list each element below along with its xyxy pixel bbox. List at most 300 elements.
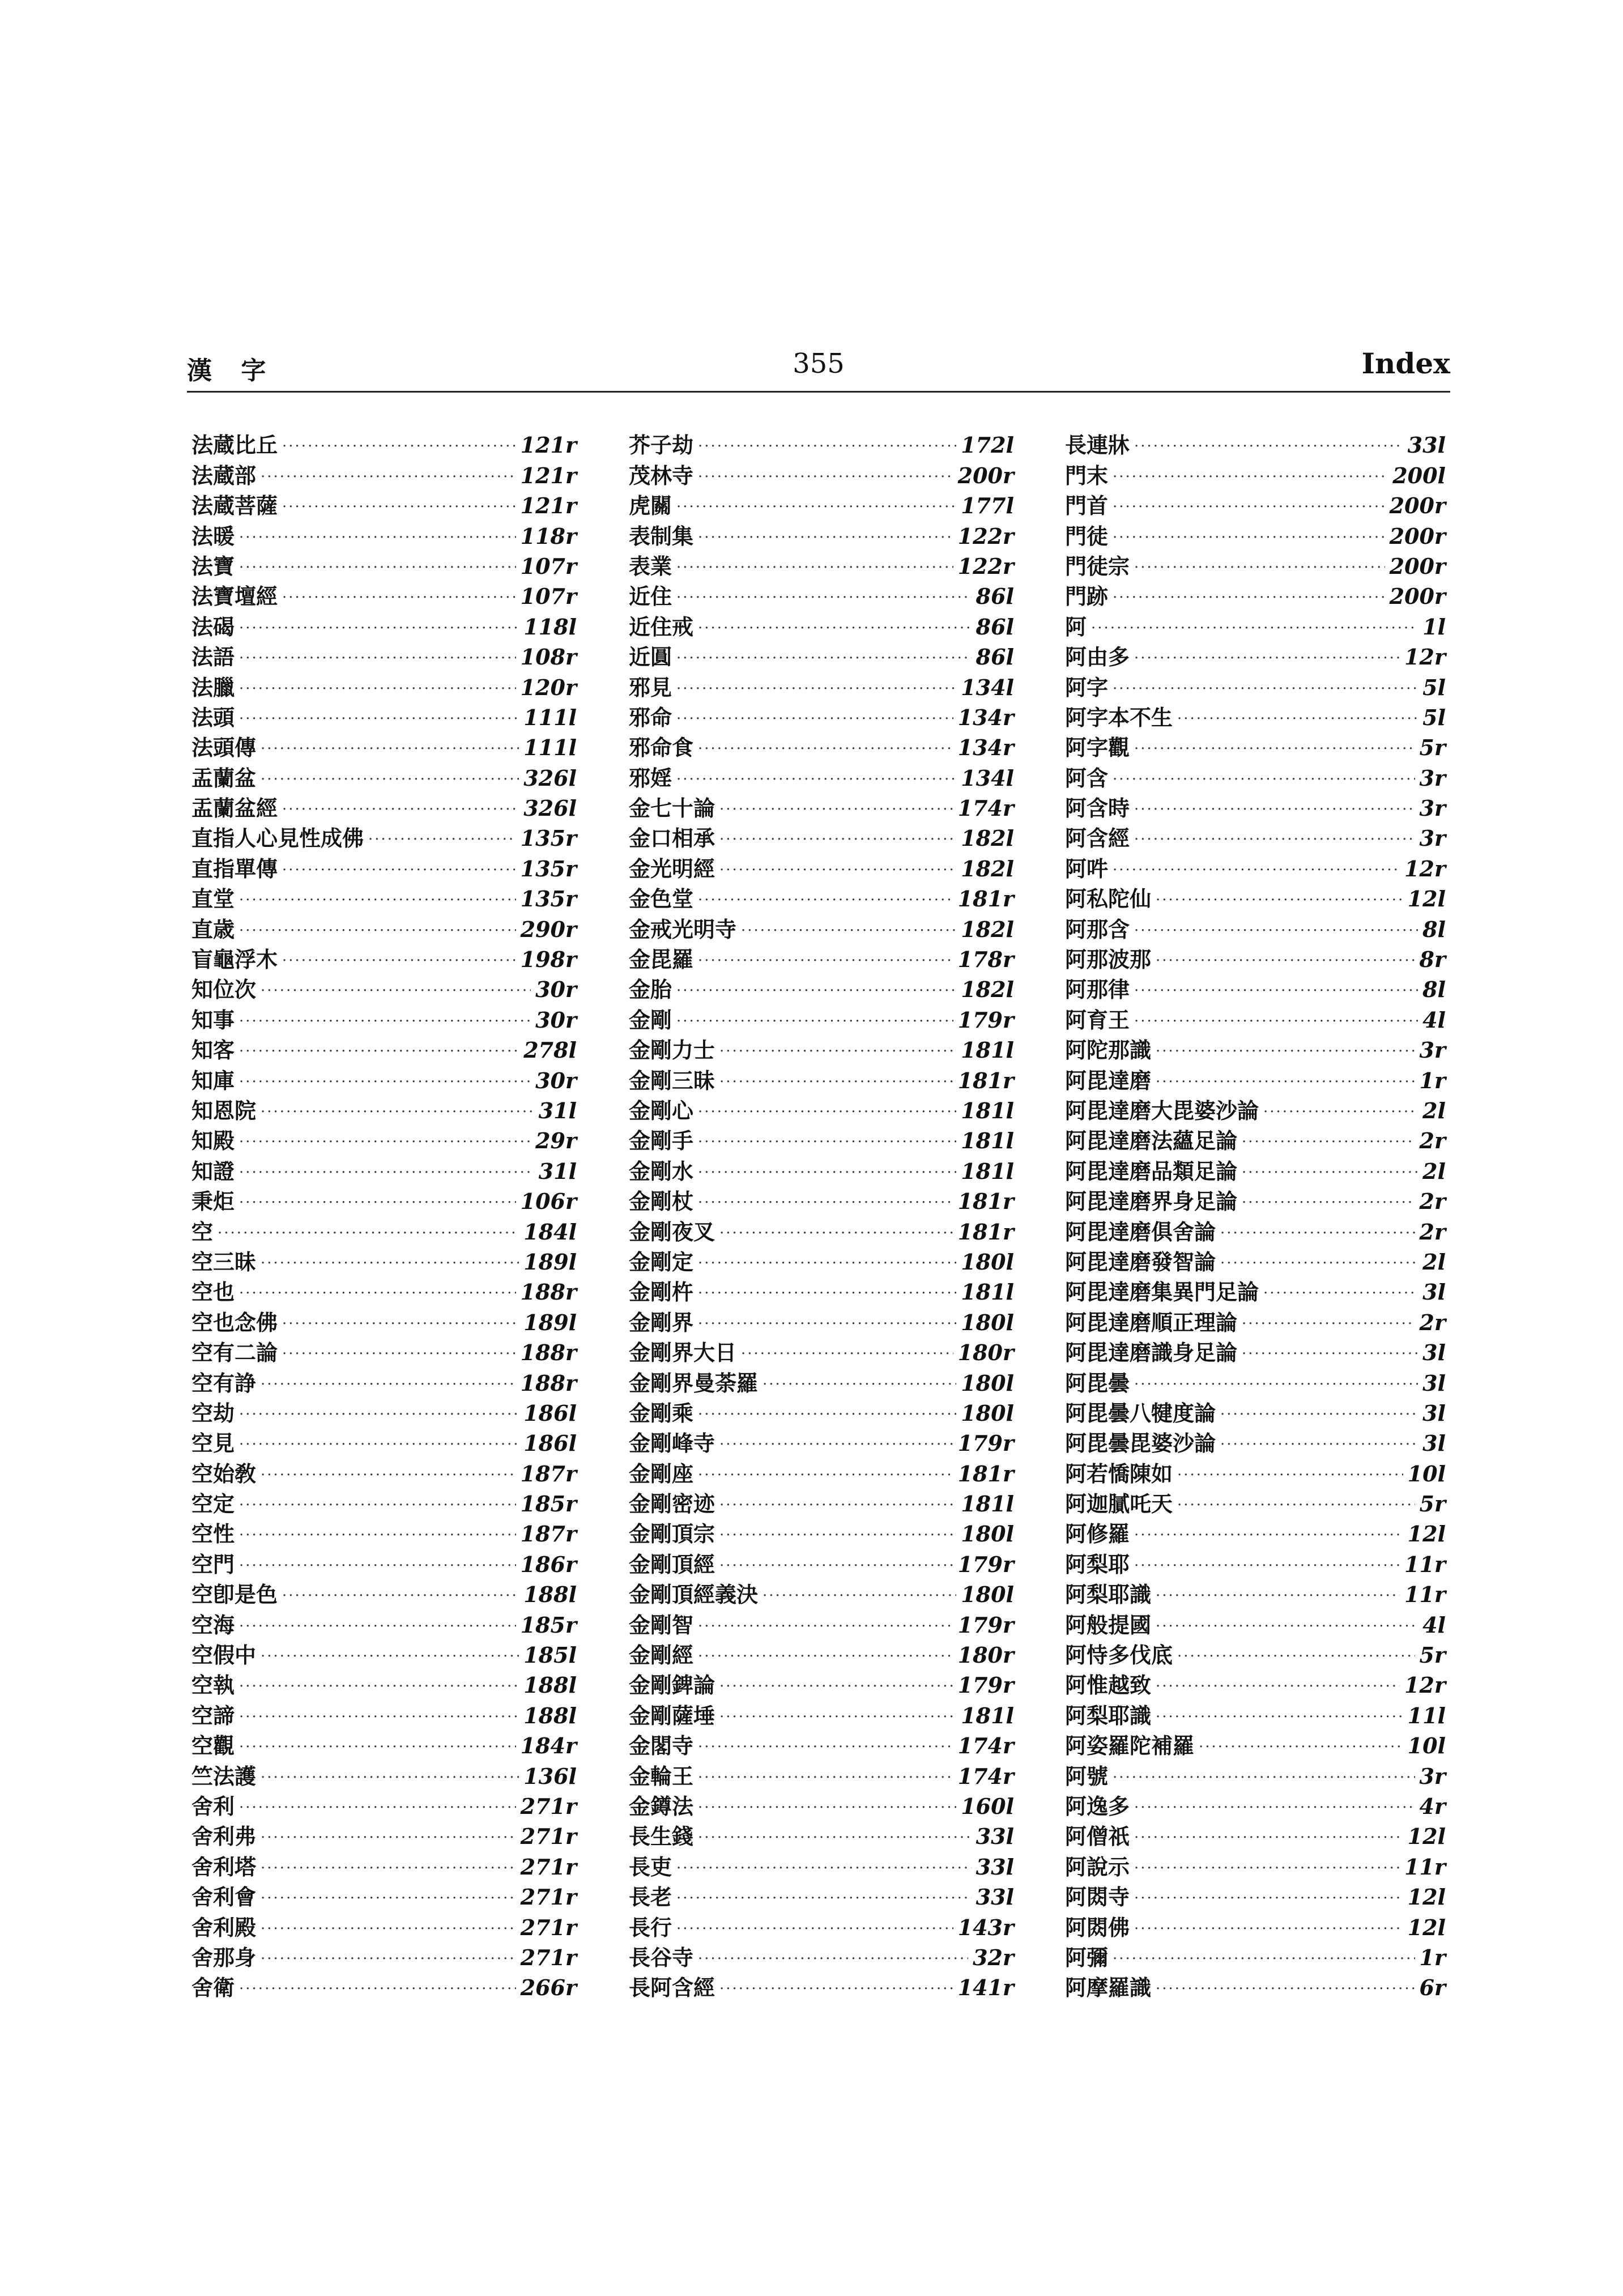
- index-entry: [1065, 1092, 1446, 1122]
- index-term: 阿毘曇毘婆沙論: [1065, 1431, 1216, 1456]
- index-term: 金剛經: [629, 1643, 694, 1668]
- page-reference: 2r: [1419, 1219, 1446, 1245]
- index-entry: [191, 759, 577, 789]
- index-term: 金剛頂宗: [629, 1522, 715, 1547]
- page-reference: 185r: [520, 1612, 577, 1638]
- index-column-3: [1065, 426, 1446, 1999]
- index-term: 長老: [629, 1885, 672, 1910]
- index-term: 空三昧: [191, 1249, 257, 1275]
- page-reference: 174r: [957, 795, 1014, 821]
- index-entry: [191, 1969, 577, 1999]
- dot-leader: [1113, 500, 1385, 514]
- dot-leader: [719, 863, 956, 877]
- dot-leader: [698, 1105, 956, 1119]
- index-entry: [629, 789, 1014, 819]
- index-entry: [191, 1334, 577, 1364]
- dot-leader: [1156, 1679, 1400, 1694]
- dot-leader: [1199, 1740, 1403, 1754]
- index-entry: [1065, 940, 1446, 973]
- index-term: 阿那律: [1065, 977, 1130, 1003]
- index-entry: [1065, 1303, 1446, 1333]
- page-reference: 32r: [973, 1944, 1014, 1970]
- dot-leader: [239, 1075, 531, 1089]
- page-reference: 185l: [523, 1642, 577, 1668]
- index-term: 門首: [1065, 493, 1109, 519]
- index-term: 芥子劫: [629, 433, 694, 458]
- dot-leader: [676, 681, 956, 696]
- page-reference: 182l: [961, 916, 1014, 942]
- dot-leader: [698, 893, 953, 908]
- page-reference: 8r: [1419, 947, 1446, 973]
- page-reference: 326l: [523, 765, 577, 791]
- index-entry: [191, 668, 577, 698]
- index-term: 盂蘭盆: [191, 765, 257, 791]
- index-entry: [629, 1303, 1014, 1333]
- index-entry: [191, 729, 577, 759]
- page-reference: 189l: [523, 1309, 577, 1335]
- index-term: 阿彌: [1065, 1945, 1109, 1970]
- dot-leader: [698, 1468, 953, 1483]
- index-entry: [629, 910, 1014, 940]
- page-reference: 179r: [957, 1430, 1014, 1456]
- page-reference: 86l: [975, 644, 1014, 670]
- index-term: 金剛座: [629, 1461, 694, 1486]
- index-entry: [629, 1122, 1014, 1152]
- index-term: 金胎: [629, 977, 672, 1003]
- dot-leader: [1113, 590, 1385, 605]
- index-term: 空定: [191, 1492, 235, 1517]
- page-reference: 271r: [520, 1914, 577, 1940]
- page-reference: 200r: [1389, 583, 1446, 610]
- index-term: 阿那含: [1065, 917, 1130, 942]
- dot-leader: [261, 1377, 516, 1392]
- dot-leader: [1134, 832, 1415, 847]
- page-reference: 3r: [1419, 1763, 1446, 1789]
- index-term: 空也念佛: [191, 1310, 278, 1335]
- dot-leader: [1134, 1377, 1418, 1392]
- page-reference: 10l: [1407, 1460, 1446, 1486]
- page-reference: 134l: [961, 765, 1014, 791]
- dot-leader: [1242, 1135, 1415, 1149]
- index-entry: [1065, 1969, 1446, 1999]
- index-term: 知庫: [191, 1068, 235, 1093]
- index-term: 阿毘達磨法蘊足論: [1065, 1128, 1238, 1154]
- index-term: 阿恃多伐底: [1065, 1643, 1173, 1668]
- page-reference: 1r: [1419, 1944, 1446, 1970]
- page-reference: 180r: [957, 1340, 1014, 1366]
- page-reference: 31l: [538, 1097, 577, 1123]
- index-term: 金閣寺: [629, 1733, 694, 1759]
- index-entry: [1065, 607, 1446, 640]
- page-reference: 107r: [520, 553, 577, 579]
- dot-leader: [1242, 1347, 1418, 1361]
- index-term: 金剛三昧: [629, 1068, 715, 1093]
- dot-leader: [676, 651, 972, 666]
- page-reference: 5r: [1419, 1642, 1446, 1668]
- index-term: 阿說示: [1065, 1854, 1130, 1880]
- dot-leader: [1134, 983, 1418, 998]
- dot-leader: [1263, 1286, 1418, 1301]
- dot-leader: [719, 1982, 953, 1996]
- dot-leader: [1156, 893, 1403, 908]
- index-term: 舍利殿: [191, 1915, 257, 1940]
- index-entry: [191, 1000, 577, 1033]
- page-reference: 180l: [961, 1249, 1014, 1275]
- index-term: 空見: [191, 1431, 235, 1456]
- dot-leader: [698, 742, 953, 756]
- dot-leader: [239, 1286, 516, 1301]
- dot-leader: [698, 1830, 972, 1845]
- index-term: 空也: [191, 1280, 235, 1305]
- page-reference: 200r: [1389, 553, 1446, 579]
- page-reference: 107r: [520, 583, 577, 610]
- page-reference: 3l: [1422, 1400, 1446, 1426]
- dot-leader: [1220, 1226, 1415, 1241]
- index-term: 法蔵部: [191, 463, 257, 488]
- index-entry: [629, 1061, 1014, 1091]
- index-entry: [191, 1394, 577, 1424]
- page-reference: 188l: [523, 1582, 577, 1608]
- dot-leader: [239, 1558, 516, 1573]
- index-entry: [191, 607, 577, 640]
- index-entry: [1065, 456, 1446, 486]
- dot-leader: [1156, 1982, 1415, 1996]
- index-entry: [191, 849, 577, 879]
- index-term: 阿含時: [1065, 796, 1130, 821]
- index-entry: [629, 1031, 1014, 1061]
- index-entry: [191, 789, 577, 819]
- index-entry: [191, 517, 577, 547]
- dot-leader: [719, 1710, 956, 1724]
- index-entry: [1065, 577, 1446, 610]
- index-term: 舍衛: [191, 1975, 235, 2001]
- index-entry: [1065, 517, 1446, 547]
- page-reference: 179r: [957, 1612, 1014, 1638]
- index-entry: [1065, 1031, 1446, 1061]
- page-reference: 3r: [1419, 795, 1446, 821]
- page-reference: 111l: [523, 704, 577, 730]
- dot-leader: [676, 1891, 972, 1906]
- index-term: 阿由多: [1065, 645, 1130, 670]
- dot-leader: [1134, 1800, 1415, 1815]
- index-term: 金剛力士: [629, 1038, 715, 1063]
- dot-leader: [698, 530, 953, 545]
- index-entry: [191, 1273, 577, 1303]
- index-entry: [191, 547, 577, 577]
- index-term: 長阿含經: [629, 1975, 715, 2001]
- dot-leader: [1113, 1952, 1415, 1966]
- index-entry: [629, 1666, 1014, 1696]
- page-reference: 180l: [961, 1582, 1014, 1608]
- index-entry: [629, 607, 1014, 640]
- page-reference: 12r: [1404, 644, 1446, 670]
- page-reference: 181r: [957, 1219, 1014, 1245]
- dot-leader: [1177, 1498, 1415, 1513]
- index-term: 空有諍: [191, 1370, 257, 1396]
- index-entry: [629, 1243, 1014, 1273]
- index-entry: [1065, 487, 1446, 517]
- page-reference: 180l: [961, 1521, 1014, 1547]
- index-term: 法語: [191, 645, 235, 670]
- index-entry: [1065, 910, 1446, 940]
- page-reference: 11r: [1404, 1854, 1446, 1880]
- index-entry: [629, 1394, 1014, 1424]
- page-reference: 186l: [523, 1400, 577, 1426]
- index-entry: [191, 456, 577, 486]
- index-term: 阿修羅: [1065, 1522, 1130, 1547]
- dot-leader: [239, 712, 519, 726]
- index-entry: [1065, 1364, 1446, 1394]
- page-reference: 8l: [1422, 977, 1446, 1003]
- index-entry: [629, 819, 1014, 849]
- page-reference: 12l: [1407, 1884, 1446, 1910]
- index-term: 門徒: [1065, 523, 1109, 549]
- page-reference: 271r: [520, 1884, 577, 1910]
- page-reference: 86l: [975, 583, 1014, 610]
- page-reference: 2r: [1419, 1128, 1446, 1154]
- index-entry: [191, 1666, 577, 1696]
- index-entry: [191, 698, 577, 729]
- dot-leader: [239, 1710, 519, 1724]
- index-term: 空性: [191, 1522, 235, 1547]
- dot-leader: [698, 1286, 956, 1301]
- page-reference: 174r: [957, 1733, 1014, 1759]
- dot-leader: [676, 712, 953, 726]
- index-entry: [191, 577, 577, 610]
- index-term: 空始敎: [191, 1461, 257, 1486]
- page-reference: 135r: [520, 855, 577, 881]
- index-term: 舍那身: [191, 1945, 257, 1970]
- index-term: 法蔵菩薩: [191, 493, 278, 519]
- index-entry: [1065, 1182, 1446, 1215]
- index-entry: [1065, 1000, 1446, 1033]
- index-term: 阿私陀仙: [1065, 887, 1152, 912]
- dot-leader: [261, 1830, 516, 1845]
- index-term: 知事: [191, 1007, 235, 1033]
- index-term: 秉炬: [191, 1189, 235, 1215]
- page-reference: 111l: [523, 735, 577, 761]
- dot-leader: [1113, 530, 1385, 545]
- dot-leader: [218, 1226, 519, 1241]
- index-term: 金剛頂經義決: [629, 1582, 759, 1608]
- index-entry: [191, 1847, 577, 1880]
- dot-leader: [1134, 802, 1415, 817]
- page-reference: 179r: [957, 1551, 1014, 1577]
- dot-leader: [676, 590, 972, 605]
- dot-leader: [282, 1317, 519, 1331]
- dot-leader: [698, 1619, 953, 1634]
- index-entry: [191, 1152, 577, 1182]
- index-entry: [1065, 1605, 1446, 1638]
- index-entry: [629, 1424, 1014, 1454]
- dot-leader: [261, 1770, 519, 1785]
- dot-leader: [698, 1952, 968, 1966]
- index-term: 金剛界曼荼羅: [629, 1370, 759, 1396]
- dot-leader: [1156, 1710, 1403, 1724]
- index-entry: [629, 1636, 1014, 1666]
- dot-leader: [261, 1468, 516, 1483]
- page-reference: 3l: [1422, 1279, 1446, 1305]
- index-term: 阿梨耶識: [1065, 1703, 1152, 1728]
- index-entry: [629, 1969, 1014, 1999]
- dot-leader: [239, 1165, 534, 1180]
- page-reference: 121r: [520, 462, 577, 488]
- page-reference: 185r: [520, 1491, 577, 1517]
- dot-leader: [1156, 1619, 1418, 1634]
- page-reference: 11l: [1407, 1702, 1446, 1728]
- index-entry: [1065, 1666, 1446, 1696]
- index-term: 空卽是色: [191, 1582, 278, 1608]
- index-term: 長吏: [629, 1854, 672, 1880]
- dot-leader: [1134, 1830, 1403, 1845]
- index-term: 阿字: [1065, 675, 1109, 700]
- dot-leader: [1177, 1649, 1415, 1664]
- index-entry: [1065, 426, 1446, 456]
- index-term: 金剛峰寺: [629, 1431, 715, 1456]
- dot-leader: [719, 1044, 956, 1059]
- index-entry: [629, 1847, 1014, 1880]
- dot-leader: [698, 1407, 956, 1422]
- dot-leader: [1220, 1407, 1418, 1422]
- page-reference: 178r: [957, 947, 1014, 973]
- index-entry: [629, 849, 1014, 879]
- index-entry: [1065, 1939, 1446, 1969]
- dot-leader: [368, 832, 516, 847]
- page-reference: 187r: [520, 1460, 577, 1486]
- dot-leader: [676, 500, 956, 514]
- dot-leader: [282, 500, 516, 514]
- dot-leader: [719, 1558, 953, 1573]
- page-reference: 121r: [520, 493, 577, 519]
- index-entry: [1065, 1334, 1446, 1364]
- index-entry: [629, 1787, 1014, 1817]
- index-entry: [629, 1273, 1014, 1303]
- index-term: 金剛界: [629, 1310, 694, 1335]
- index-term: 金光明經: [629, 856, 715, 881]
- index-term: 金輪王: [629, 1763, 694, 1789]
- index-term: 知客: [191, 1038, 235, 1063]
- index-term: 空觀: [191, 1733, 235, 1759]
- index-entry: [629, 940, 1014, 973]
- index-term: 邪命: [629, 705, 672, 730]
- index-term: 金剛杖: [629, 1189, 694, 1215]
- index-term: 阿迦膩吒天: [1065, 1492, 1173, 1517]
- index-entry: [1065, 1061, 1446, 1091]
- dot-leader: [698, 1256, 956, 1271]
- page-reference: 12r: [1404, 1672, 1446, 1698]
- dot-leader: [261, 470, 516, 484]
- page-reference: 11r: [1404, 1582, 1446, 1608]
- index-term: 阿摩羅識: [1065, 1975, 1152, 2001]
- index-term: 阿姿羅陀補羅: [1065, 1733, 1195, 1759]
- page-reference: 134r: [957, 704, 1014, 730]
- index-entry: [191, 1575, 577, 1608]
- dot-leader: [239, 1498, 516, 1513]
- index-entry: [1065, 880, 1446, 910]
- index-term: 金剛錍論: [629, 1673, 715, 1698]
- index-term: 空門: [191, 1552, 235, 1577]
- index-term: 阿閦寺: [1065, 1885, 1130, 1910]
- index-entry: [629, 1515, 1014, 1545]
- index-term: 法頭: [191, 705, 235, 730]
- index-entry: [1065, 1757, 1446, 1787]
- page-reference: 188r: [520, 1340, 577, 1366]
- dot-leader: [1113, 681, 1418, 696]
- dot-leader: [698, 1770, 953, 1785]
- index-term: 空諦: [191, 1703, 235, 1728]
- page-reference: 122r: [957, 553, 1014, 579]
- dot-leader: [282, 439, 516, 454]
- index-term: 長行: [629, 1915, 672, 1940]
- page-reference: 181l: [961, 1702, 1014, 1728]
- page-reference: 12l: [1407, 886, 1446, 912]
- dot-leader: [741, 923, 956, 938]
- dot-leader: [676, 1861, 972, 1876]
- index-entry: [191, 1939, 577, 1969]
- page-reference: 187r: [520, 1521, 577, 1547]
- index-entry: [1065, 1394, 1446, 1424]
- page-reference: 29r: [535, 1128, 577, 1154]
- page-reference: 33l: [975, 1824, 1014, 1850]
- page-reference: 33l: [1407, 432, 1446, 458]
- dot-leader: [1242, 1195, 1415, 1210]
- index-entry: [1065, 1908, 1446, 1938]
- dot-leader: [261, 1922, 516, 1936]
- index-term: 知位次: [191, 977, 257, 1003]
- index-entry: [629, 1152, 1014, 1182]
- index-term: 舍利弗: [191, 1824, 257, 1850]
- page-reference: 31l: [538, 1158, 577, 1184]
- dot-leader: [698, 1740, 953, 1754]
- page-reference: 30r: [535, 977, 577, 1003]
- index-entry: [191, 1303, 577, 1333]
- dot-leader: [239, 923, 516, 938]
- index-term: 法暖: [191, 523, 235, 549]
- index-entry: [191, 1515, 577, 1545]
- index-entry: [191, 1787, 577, 1817]
- index-term: 阿毘達磨集異門足論: [1065, 1280, 1259, 1305]
- index-term: 法臘: [191, 675, 235, 700]
- index-term: 阿毘曇: [1065, 1370, 1130, 1396]
- index-entry: [191, 1122, 577, 1152]
- index-entry: [191, 1061, 577, 1091]
- index-term: 金剛密迹: [629, 1492, 715, 1517]
- page-reference: 106r: [520, 1189, 577, 1215]
- page-reference: 2r: [1419, 1309, 1446, 1335]
- index-term: 知證: [191, 1158, 235, 1184]
- dot-leader: [239, 1437, 519, 1452]
- index-term: 阿毘達磨順正理論: [1065, 1310, 1238, 1335]
- dot-leader: [261, 1649, 519, 1664]
- page-reference: 174r: [957, 1763, 1014, 1789]
- page-reference: 179r: [957, 1672, 1014, 1698]
- page-reference: 177l: [961, 493, 1014, 519]
- dot-leader: [1156, 1075, 1415, 1089]
- index-entry: [191, 1636, 577, 1666]
- page-reference: 86l: [975, 614, 1014, 640]
- dot-leader: [1220, 1256, 1418, 1271]
- dot-leader: [676, 772, 956, 787]
- page-reference: 118r: [520, 523, 577, 549]
- dot-leader: [1242, 1165, 1418, 1180]
- index-entry: [629, 638, 1014, 668]
- index-term: 阿吽: [1065, 856, 1109, 881]
- dot-leader: [762, 1588, 956, 1603]
- index-entry: [629, 1545, 1014, 1575]
- index-term: 阿般提國: [1065, 1612, 1152, 1638]
- page-reference: 180l: [961, 1309, 1014, 1335]
- dot-leader: [261, 772, 519, 787]
